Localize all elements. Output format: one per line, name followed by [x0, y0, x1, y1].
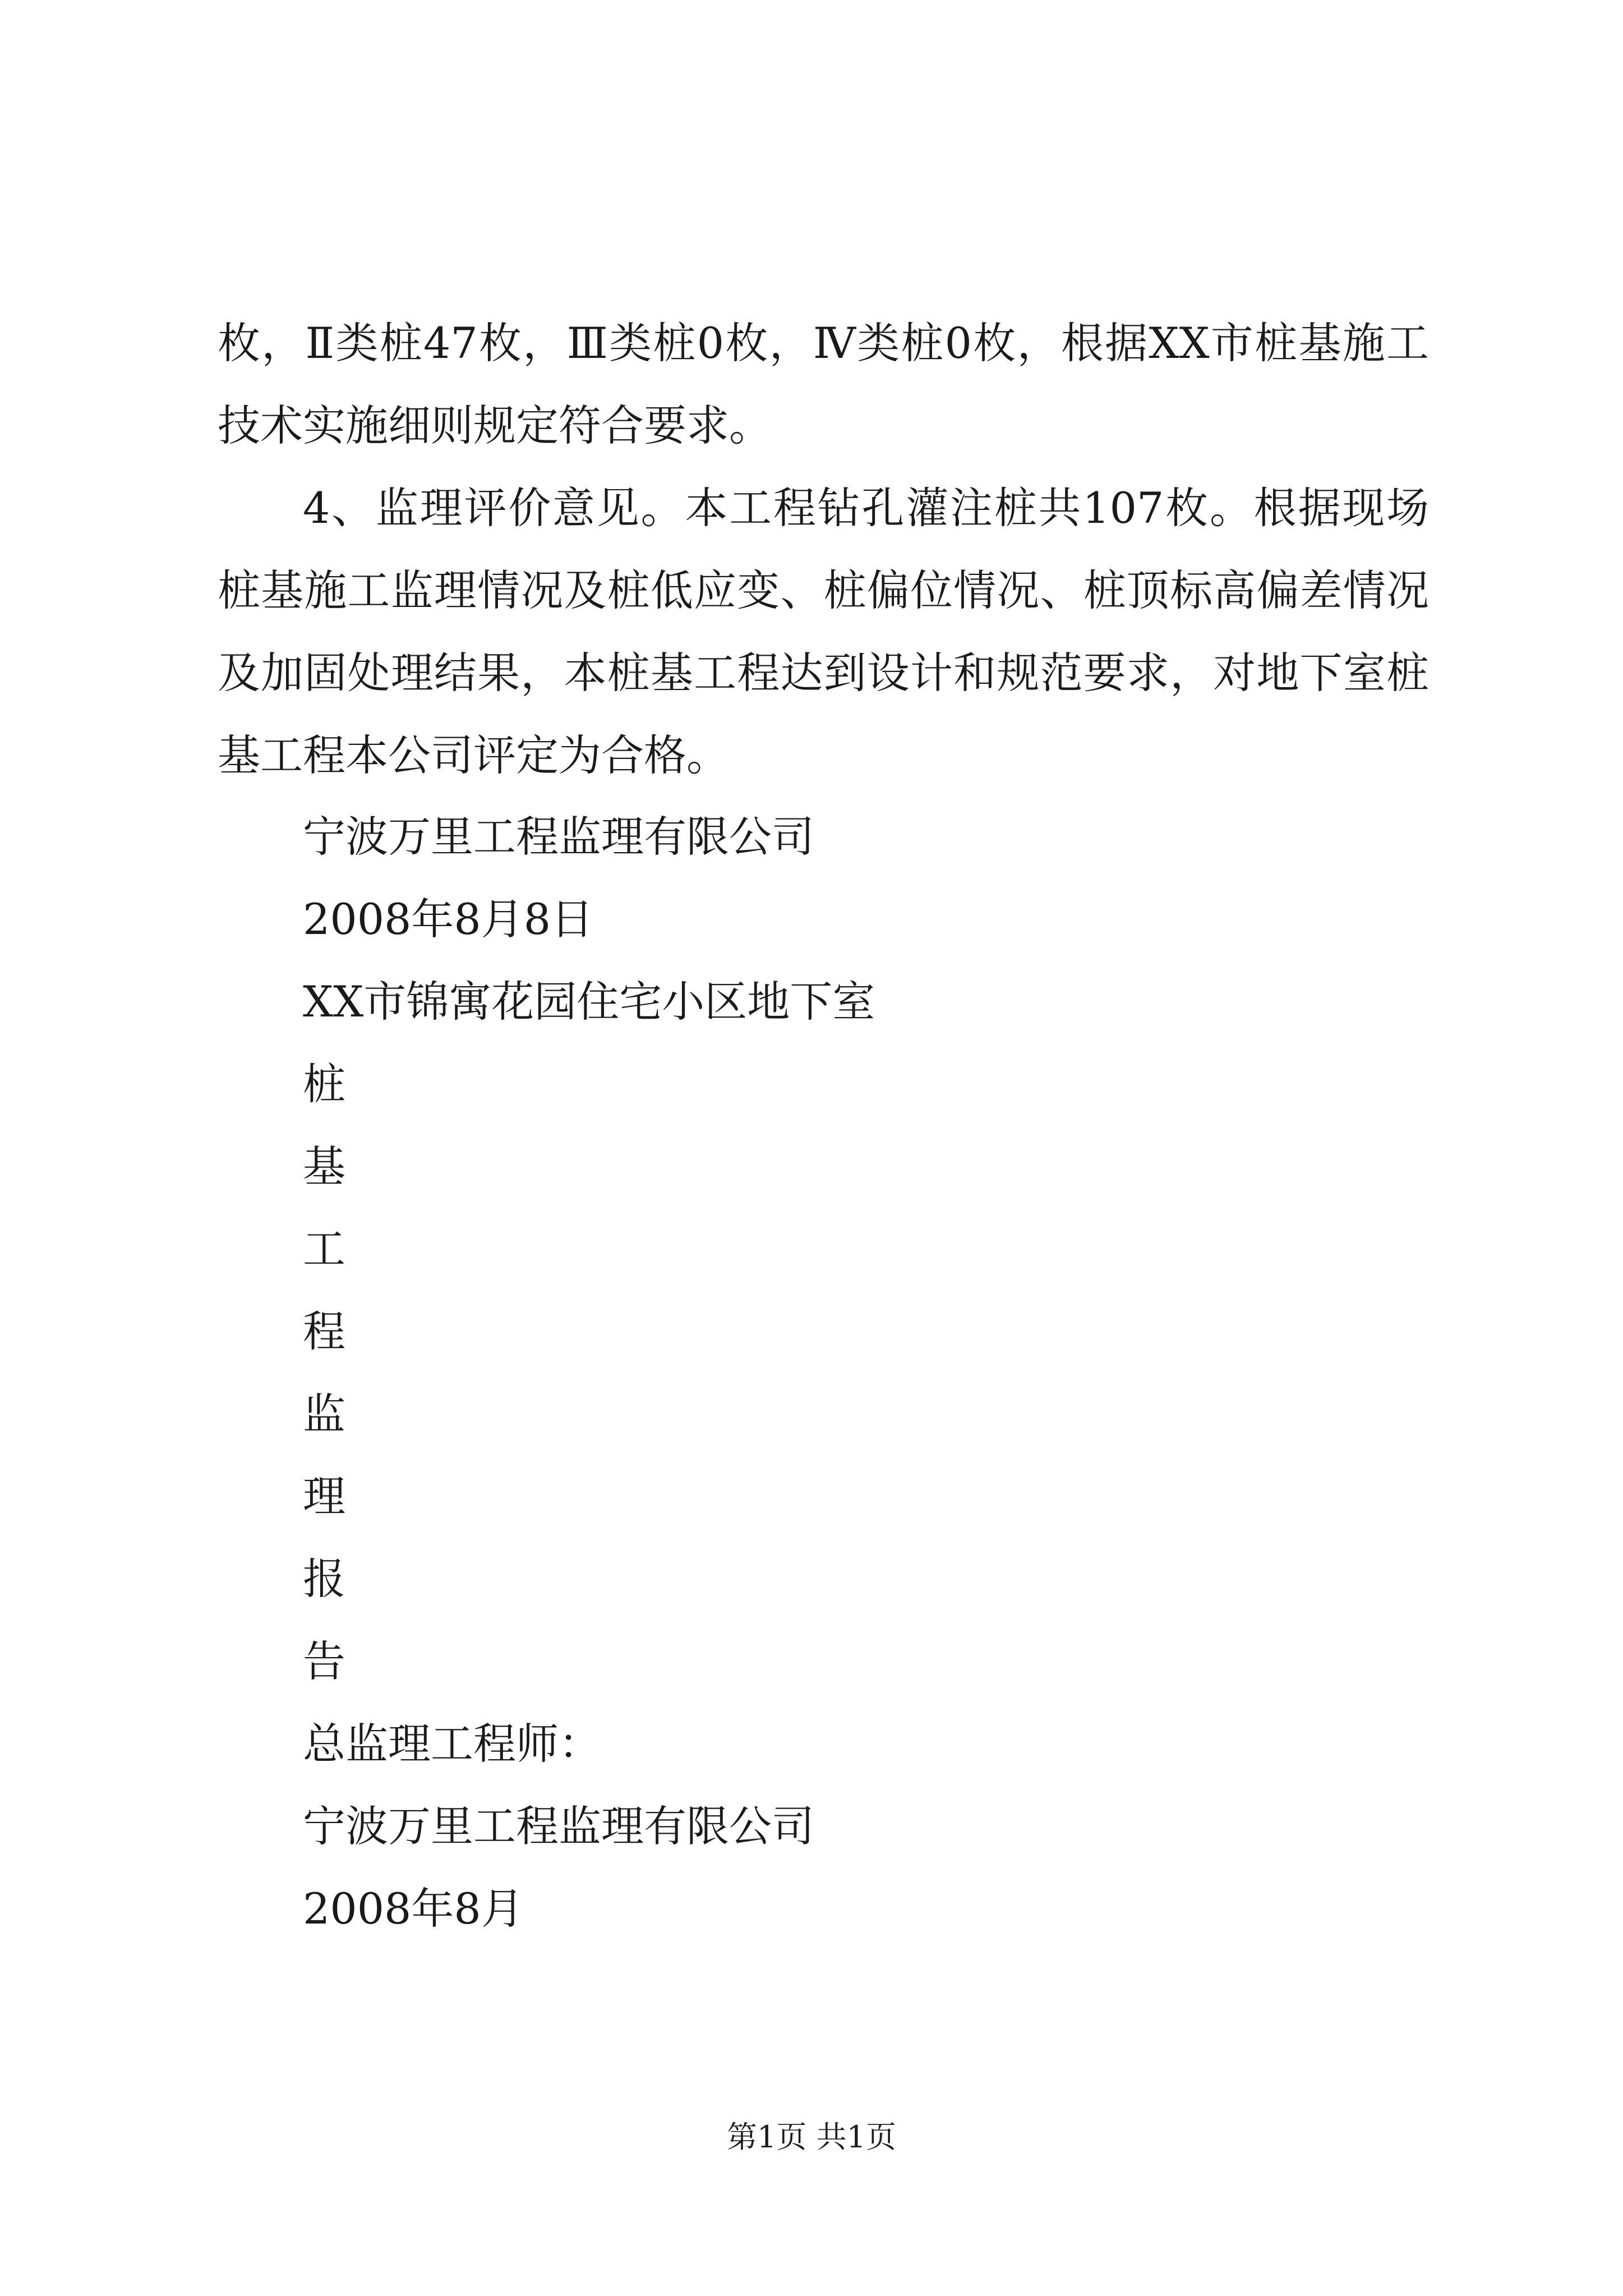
paragraph-supervision-evaluation: 4、监理评价意见。本工程钻孔灌注桩共107枚。根据现场桩基施工监理情况及桩低应变、桩偏位情况、桩顶标高偏差情况及加固处理结果，本桩基工程达到设计和规范要求，对地下室桩基工程本公司评定为合格。: [218, 483, 1429, 780]
company-name-line: 宁波万里工程监理有限公司: [303, 1801, 814, 1851]
project-name-line: XX市锦寓花园住宅小区地下室: [303, 977, 875, 1027]
vertical-title-char: 工: [303, 1224, 345, 1274]
vertical-title-char: 程: [303, 1306, 345, 1356]
date-line: 2008年8月8日: [303, 894, 594, 944]
document-body: [218, 302, 1429, 797]
vertical-title-char: 桩: [303, 1059, 345, 1109]
vertical-title-char: 告: [303, 1636, 345, 1686]
chief-engineer-line: 总监理工程师：: [303, 1719, 601, 1769]
signature-block: [303, 795, 875, 1950]
date-line: 2008年8月: [303, 1884, 524, 1934]
paragraph-pile-classification: 枚，Ⅱ类桩47枚，Ⅲ类桩0枚，Ⅳ类桩0枚，根据XX市桩基施工技术实施细则规定符合要求。: [218, 318, 1429, 450]
page-footer: 第1页 共1页: [727, 2119, 896, 2155]
vertical-title-char: 基: [303, 1142, 345, 1191]
vertical-title-char: 监: [303, 1389, 345, 1439]
company-name-line: 宁波万里工程监理有限公司: [303, 812, 814, 862]
vertical-title-char: 理: [303, 1471, 345, 1521]
vertical-title-char: 报: [303, 1554, 345, 1604]
